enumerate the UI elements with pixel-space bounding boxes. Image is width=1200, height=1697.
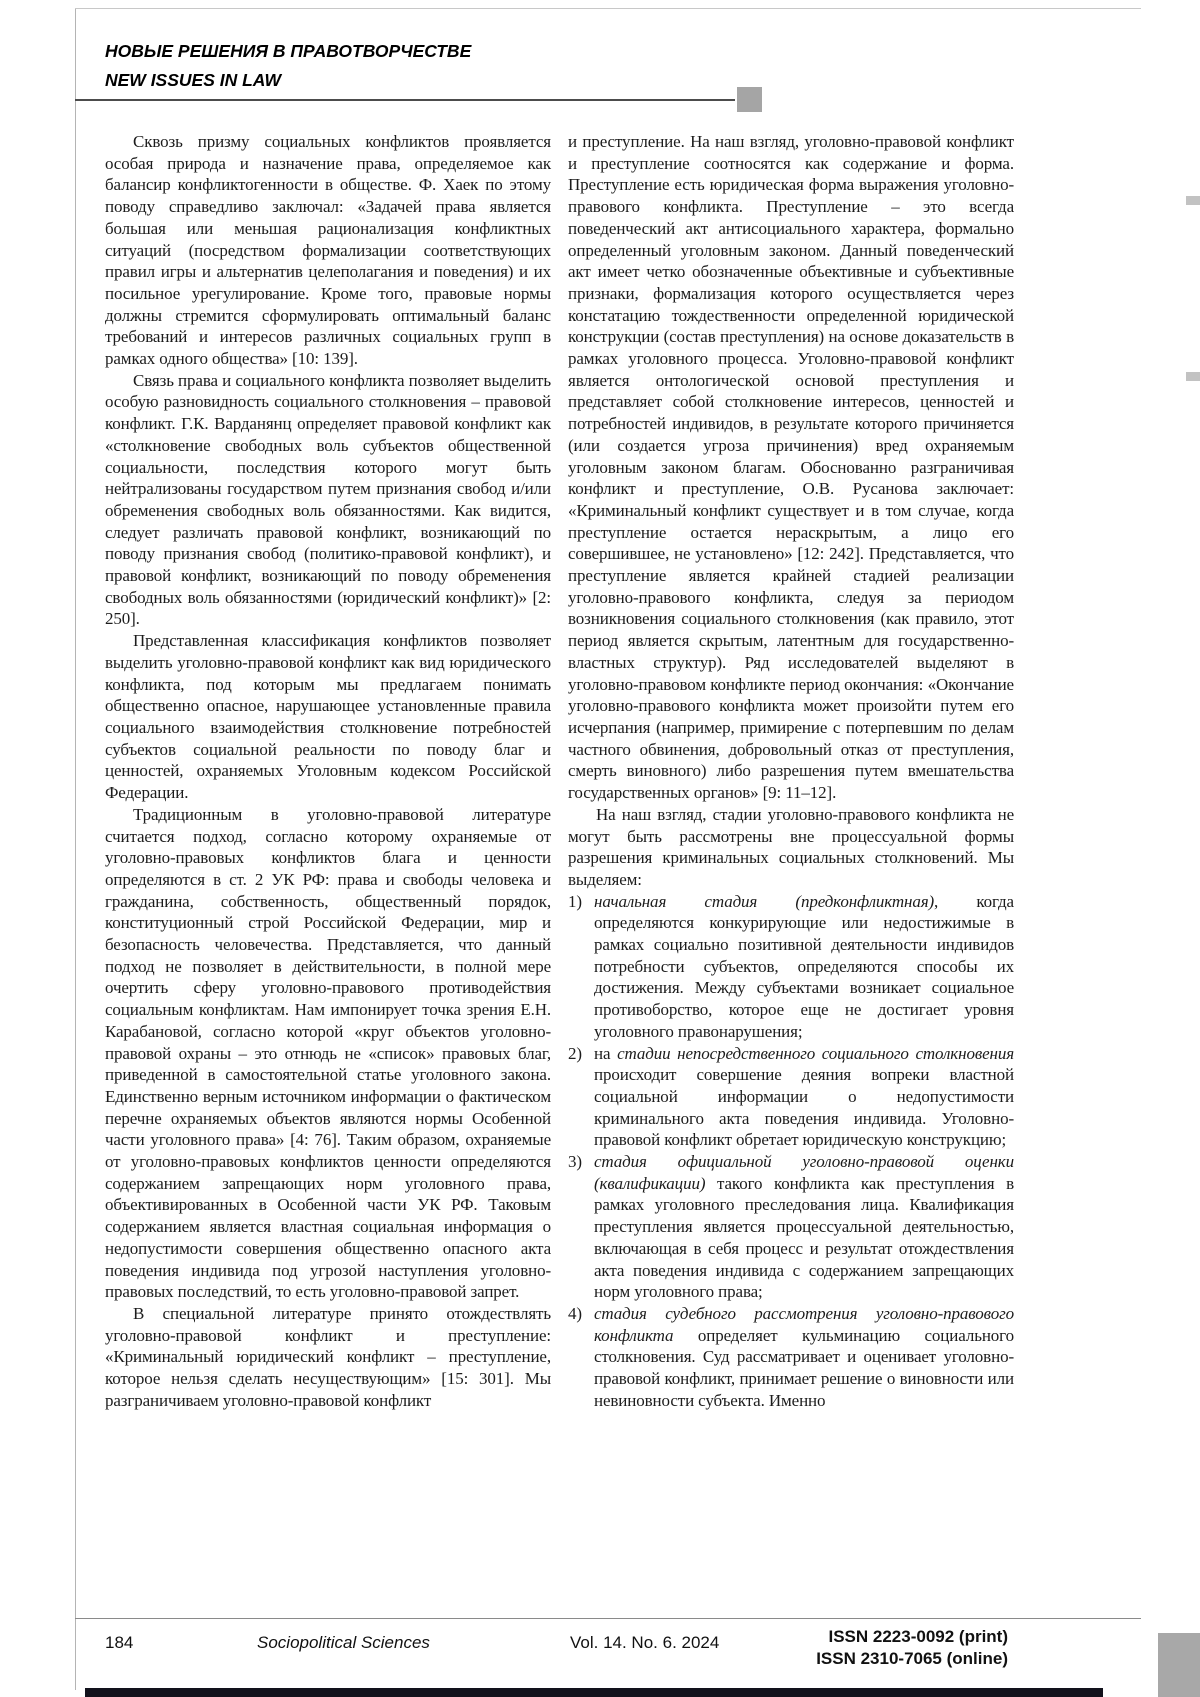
- emphasized-text: стадия судебного рассмотрения уголовно-правового конфликта: [594, 1303, 1014, 1345]
- top-edge-rule: [75, 8, 1141, 9]
- header-divider: [75, 99, 735, 101]
- list-marker: 4): [568, 1303, 582, 1323]
- scan-artifact-corner: [1158, 1633, 1200, 1697]
- scan-artifact-mark: [1186, 196, 1200, 205]
- list-marker: 1): [568, 891, 582, 911]
- text-run: Представленная классификация конфликтов позволяет выделить уголовно-правовой конфликт как вид юридического конфликта, под которым мы предлагаем понимать общественно опасное, нарушающее установленные правила социального взаимодействия столкновение потребностей субъектов социальной реальности по поводу благ и ценностей, охраняемых Уголовным кодексом Российской Федерации.: [105, 631, 551, 803]
- article-body: [105, 131, 1014, 1615]
- body-paragraph: [105, 630, 551, 804]
- list-marker: 2): [568, 1043, 582, 1063]
- section-title-ru: НОВЫЕ РЕШЕНИЯ В ПРАВОТВОРЧЕСТВЕ: [105, 41, 472, 61]
- scan-artifact-mark: [1186, 372, 1200, 381]
- text-run: определяет кульминацию социального столкновения. Суд рассматривает и оценивает уголовно-правовой конфликт, принимает решение о виновности или невиновности субъекта. Именно: [594, 1325, 1014, 1410]
- body-paragraph: [105, 804, 551, 1303]
- numbered-list-item: [568, 891, 1014, 1043]
- footer-divider: [75, 1618, 1141, 1619]
- journal-name: Sociopolitical Sciences: [257, 1633, 430, 1652]
- volume-issue: Vol. 14. No. 6. 2024: [570, 1633, 720, 1652]
- page-footer: [105, 1626, 1013, 1678]
- section-title-en: NEW ISSUES IN LAW: [105, 70, 281, 90]
- issn-block: [816, 1626, 1008, 1670]
- text-run: На наш взгляд, стадии уголовно-правового конфликта не могут быть рассмотрены вне процессуальной формы разрешения криминальных социальных столкновений. Мы выделяем:: [568, 804, 1014, 889]
- emphasized-text: стадия официальной уголовно-правовой оценки (квалификации): [594, 1152, 1014, 1193]
- emphasized-text: начальная стадия (предконфликтная): [594, 891, 935, 911]
- body-paragraph: [105, 1303, 551, 1412]
- emphasized-text: стадии непосредственного социального столкновения: [617, 1043, 1014, 1063]
- section-header: [105, 40, 471, 91]
- text-run: на: [594, 1043, 618, 1063]
- body-paragraph: [105, 370, 551, 630]
- right-column: [568, 131, 1014, 1615]
- body-paragraph: [568, 131, 1014, 804]
- bottom-edge-bar: [85, 1688, 1103, 1697]
- numbered-list-item: [568, 1303, 1014, 1412]
- text-run: происходит совершение деяния вопреки властной социальной информации о недопустимости криминального акта поведения индивида. Уголовно-правовой конфликт обретает юридическую конструкцию;: [594, 1065, 1014, 1150]
- issn-online: ISSN 2310-7065 (online): [816, 1649, 1008, 1668]
- issn-print: ISSN 2223-0092 (print): [828, 1627, 1008, 1646]
- scan-artifact-tab: [737, 87, 762, 112]
- body-paragraph: [105, 131, 551, 370]
- numbered-list-item: [568, 1043, 1014, 1152]
- left-margin-rule: [75, 8, 76, 1690]
- text-run: , когда определяются конкурирующие или недостижимые в рамках социально позитивной деятельности индивидов потребности субъектов, определяются способы их достижения. Между субъектами возникает социальное противоборство, которое еще не достигает уровня уголовного правонарушения;: [594, 891, 1014, 1041]
- text-run: такого конфликта как преступления в рамках уголовного преследования лица. Квалификация преступления является процессуальной деятельностью, включающая в себя процесс и результат отождествления акта поведения индивида с содержанием запрещающих норм уголовного права;: [594, 1173, 1014, 1302]
- text-run: и преступление. На наш взгляд, уголовно-правовой конфликт и преступление соотносятся как содержание и форма. Преступление есть юридическая форма выражения уголовно-правового конфликта. Преступление – это всегда поведенческий акт антисоциального характера, формально определенный уголовным законом. Данный поведенческий акт имеет четко обозначенные объективные и субъективные признаки, формализация которого осуществляется через констатацию тождественности определенной юридической конструкции (состав преступления) на основе доказательств в рамках уголовного процесса. Уголовно-правовой конфликт является онтологической основой преступления и представляет собой столкновение интересов, ценностей и потребностей индивидов, в результате которого причиняется (или создается угроза причинения) вред охраняемым уголовным законом благам. Обоснованно разграничивая конфликт и преступление, О.В. Русанова заключает: «Криминальный конфликт существует и в том случае, когда преступление остается нераскрытым, а лицо его совершившее, не установлено» [12: 242]. Представляется, что преступление является крайней стадией реализации уголовно-правового конфликта, следуя за периодом возникновения социального столкновения (как правило, этот период является скрытым, латентным для государственно-властных структур). Ряд исследователей выделяют в уголовно-правовом конфликте период окончания: «Окончание уголовно-правового конфликта может произойти путем его исчерпания (например, примирение с потерпевшим по делам частного обвинения, добровольный отказ от преступления, смерть виновного) либо разрешения путем вмешательства государственных органов» [9: 11–12].: [568, 132, 1014, 803]
- text-run: Традиционным в уголовно-правовой литературе считается подход, согласно которому охраняемые от уголовно-правовых конфликтов блага и ценности определяются в ст. 2 УК РФ: права и свободы человека и гражданина, собственность, общественный порядок, конституционный строй Российской Федерации, мир и безопасность человечества. Представляется, что данный подход не позволяет в действительности, в полной мере очертить сферу уголовно-правового противодействия социальным конфликтам. Нам импонирует точка зрения Е.Н. Карабановой, согласно которой «круг объектов уголовно-правовой охраны – это отнюдь не «список» правовых благ, приведенной в самостоятельной статье уголовного закона. Единственно верным источником информации о фактическом перечне охраняемых объектов являются нормы Особенной части уголовного права» [4: 76]. Таким образом, охраняемые от уголовно-правовых конфликтов ценности определяются содержанием запрещающих норм уголовного права, объективированных в Особенной части УК РФ. Таковым содержанием является властная социальная информация о недопустимости совершения общественно опасного акта поведения индивида под угрозой наступления уголовно-правовых последствий, то есть уголовно-правовой запрет.: [105, 804, 551, 1302]
- text-run: Сквозь призму социальных конфликтов проявляется особая природа и назначение права, определяемое как балансир конфликтогенности в обществе. Ф. Хаек по этому поводу справедливо заключал: «Задачей права является большая или меньшая рационализация конфликтных ситуаций (посредством формализации соответствующих правил игры и альтернатив целеполагания и поведения) и их посильное урегулирование. Кроме того, правовые нормы должны стремится сформулировать оптимальный баланс требований и интересов различных социальных групп в рамках одного общества» [10: 139].: [105, 132, 551, 369]
- body-paragraph: [568, 804, 1014, 891]
- numbered-list-item: [568, 1151, 1014, 1303]
- text-run: Связь права и социального конфликта позволяет выделить особую разновидность социального столкновения – правовой конфликт. Г.К. Варданянц определяет правовой конфликт как «столкновение свободных воль субъектов общественной социальности, последствия которого могут быть нейтрализованы государством путем признания свобод и/или обременения свободных воль обязанностями. Как видится, следует различать правовой конфликт, возникающий по поводу признания свобод (политико-правовой конфликт), и правовой конфликт, возникающий по поводу обременения свободных воль обязанностями (юридический конфликт)» [2: 250].: [105, 370, 551, 629]
- list-marker: 3): [568, 1152, 582, 1172]
- text-run: В специальной литературе принято отождествлять уголовно-правовой конфликт и преступление: «Криминальный юридический конфликт – преступление, которое нельзя сделать несуществующим» [15: 301]. Мы разграничиваем уголовно-правовой конфликт: [105, 1303, 551, 1410]
- left-column: [105, 131, 551, 1615]
- page-number: 184: [105, 1633, 134, 1652]
